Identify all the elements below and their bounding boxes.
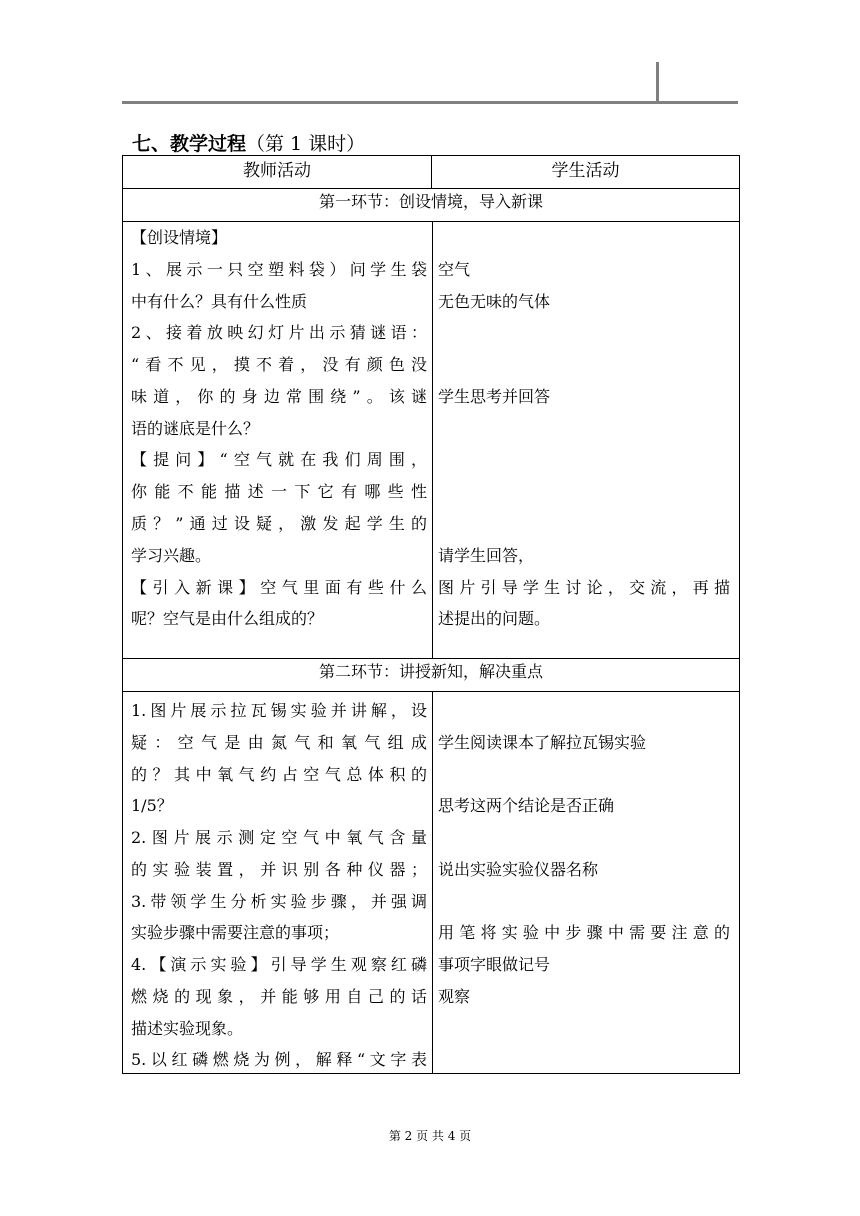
teacher-line: 中有什么？具有什么性质 <box>131 292 308 311</box>
section-title-main: 七、教学过程 <box>132 133 247 155</box>
teacher-line: 实验步骤中需要注意的事项； <box>131 923 340 942</box>
teacher-line: 1/5？ <box>131 796 173 815</box>
teacher-line: 4.【演示实验】引导学生观察红磷 <box>131 955 427 974</box>
teacher-line: “看不见，摸不着，没有颜色没 <box>131 355 427 374</box>
student-line: 空气 <box>438 260 471 279</box>
stage-1-title: 第一环节：创设情境，导入新课 <box>123 189 740 222</box>
teacher-line: 2.图片展示测定空气中氧气含量 <box>131 828 427 847</box>
teacher-line: 3.带领学生分析实验步骤，并强调 <box>131 892 427 911</box>
stage-row <box>123 659 740 692</box>
teacher-line: 1、展示一只空塑料袋）问学生袋 <box>131 260 427 279</box>
teacher-line: 疑：空气是由氮气和氧气组成 <box>131 733 427 752</box>
teacher-line: 味道，你的身边常围绕”。该谜 <box>131 387 427 406</box>
stage-2-content <box>123 692 740 1074</box>
teaching-process-table <box>122 155 740 1074</box>
teacher-line: 【提问】“空气就在我们周围， <box>131 450 427 469</box>
table-header-row <box>123 156 740 189</box>
column-divider <box>432 222 433 658</box>
student-line: 请学生回答， <box>438 546 535 565</box>
student-line: 学生思考并回答 <box>438 387 551 406</box>
teacher-line: 语的谜底是什么？ <box>131 419 260 438</box>
teacher-line: 的实验装置，并识别各种仪器； <box>131 860 427 879</box>
teacher-line: 2、接着放映幻灯片出示猜谜语： <box>131 323 427 342</box>
student-line: 观察 <box>438 987 471 1006</box>
teacher-line: 燃烧的现象，并能够用自己的话 <box>131 987 427 1006</box>
header-tick <box>656 62 659 102</box>
section-title <box>132 131 365 157</box>
page-footer: 第 2 页 共 4 页 <box>388 1129 472 1143</box>
teacher-line: 1.图片展示拉瓦锡实验并讲解，设 <box>131 701 427 720</box>
student-line: 思考这两个结论是否正确 <box>438 796 615 815</box>
teacher-line: 5.以红磷燃烧为例，解释“文字表 <box>131 1050 427 1069</box>
teacher-line: 呢？空气是由什么组成的？ <box>131 609 324 628</box>
stage-2-title: 第二环节：讲授新知，解决重点 <box>123 659 740 692</box>
student-line: 用笔将实验中步骤中需要注意的 <box>438 923 730 942</box>
student-line: 无色无味的气体 <box>438 292 551 311</box>
teacher-line: 的？其中氧气约占空气总体积的 <box>131 765 427 784</box>
teacher-line: 学习兴趣。 <box>131 546 212 565</box>
stage-row <box>123 189 740 222</box>
teacher-line: 【引入新课】空气里面有些什么 <box>131 578 427 597</box>
header-rule <box>122 101 738 104</box>
stage-1-content <box>123 222 740 659</box>
column-divider <box>432 692 433 1073</box>
header-teacher-activity: 教师活动 <box>123 156 432 189</box>
teacher-line: 质？”通过设疑，激发起学生的 <box>131 514 427 533</box>
header-student-activity: 学生活动 <box>432 156 740 189</box>
student-line: 学生阅读课本了解拉瓦锡实验 <box>438 733 647 752</box>
student-line: 说出实验实验仪器名称 <box>438 860 599 879</box>
table-row <box>123 222 740 659</box>
section-title-lesson: （第 1 课时） <box>246 133 366 155</box>
student-line: 图片引导学生讨论，交流，再描 <box>438 578 730 597</box>
table-row <box>123 692 740 1074</box>
student-line: 事项字眼做记号 <box>438 955 551 974</box>
teacher-line: 描述实验现象。 <box>131 1019 244 1038</box>
student-line: 述提出的问题。 <box>438 609 551 628</box>
teacher-line: 【创设情境】 <box>131 228 228 247</box>
teacher-line: 你能不能描述一下它有哪些性 <box>131 482 427 501</box>
